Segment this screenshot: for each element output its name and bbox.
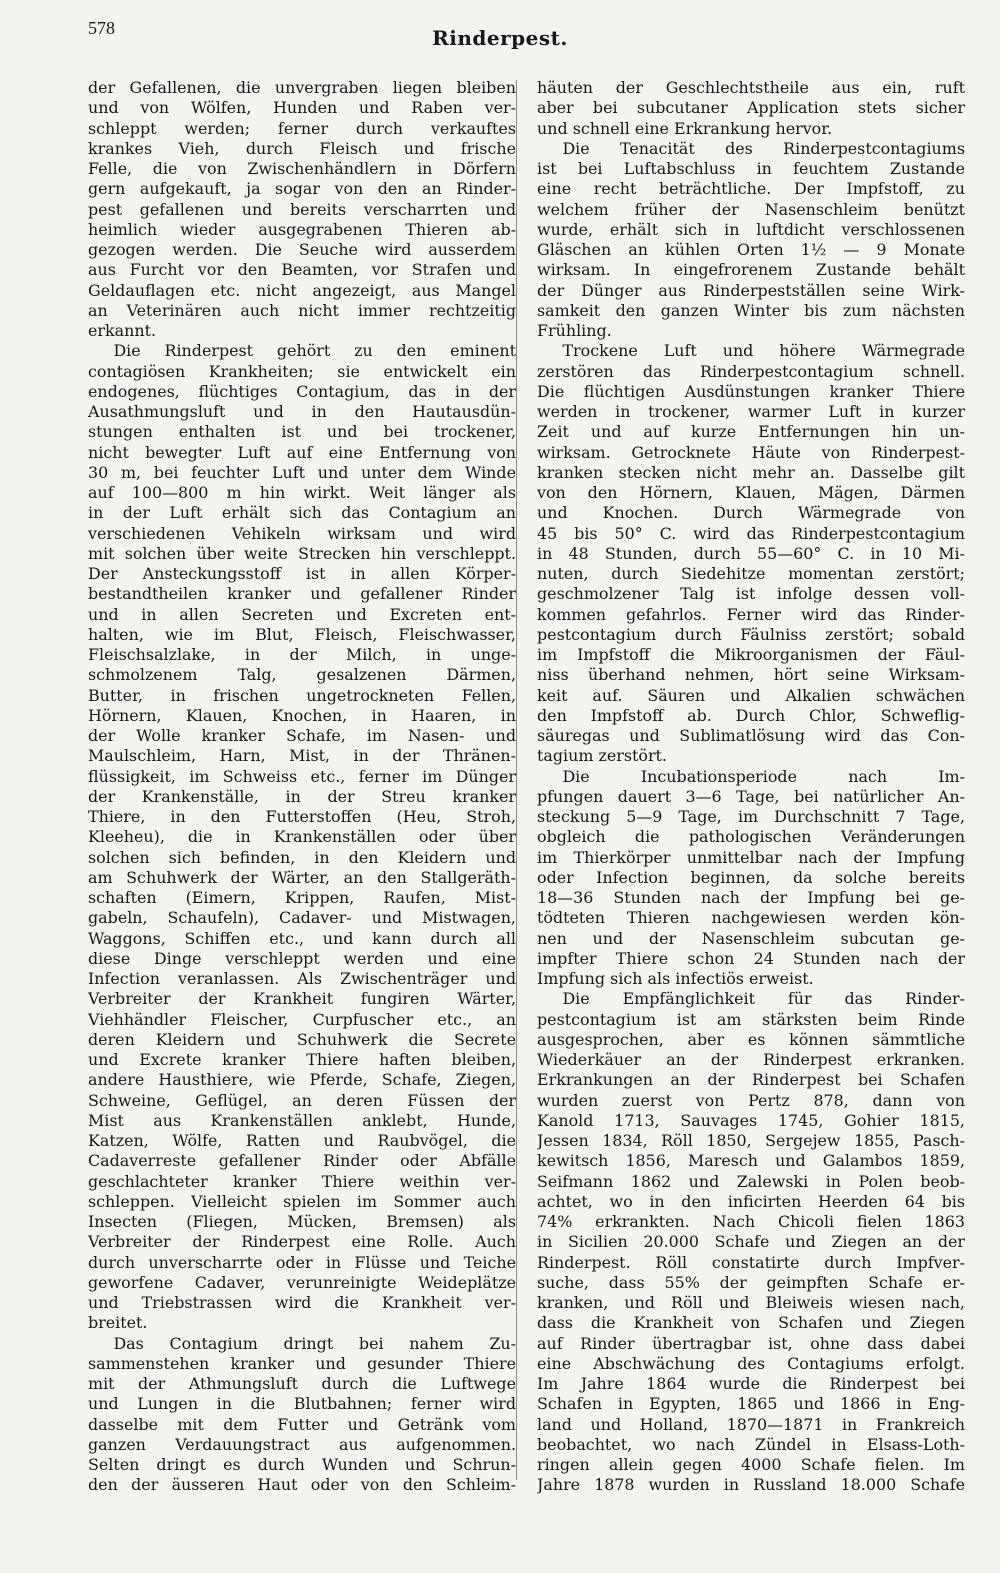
text-line: ist bei Luftabschluss in feuchtem Zustande	[537, 159, 965, 178]
text-line: Thiere, in den Futterstoffen (Heu, Stroh,	[88, 807, 516, 826]
text-line: Waggons, Schiffen etc., und kann durch all	[88, 928, 516, 948]
text-line: schaften (Eimern, Krippen, Raufen, Mist-	[88, 888, 516, 907]
text-line: in 48 Stunden, durch 55—60° C. in 10 Mi-	[537, 543, 965, 563]
text-line: 74% erkrankten. Nach Chicoli fielen 1863	[537, 1212, 965, 1231]
text-line: Die Incubationsperiode nach Im-	[562, 766, 965, 786]
text-line: wirksam. Getrocknete Häute von Rinderpest-	[537, 442, 965, 462]
text-line: wirksam. In eingefrorenem Zustande behält	[537, 260, 965, 280]
text-line: nen und der Nasenschleim subcutan ge-	[537, 928, 965, 948]
text-line: land und Holland, 1870—1871 in Frankreich	[537, 1414, 965, 1434]
running-head-title: Rinderpest.	[432, 26, 568, 50]
text-line: durch unverscharrte oder in Flüsse und Teiche	[88, 1252, 516, 1272]
text-line: Insecten (Fliegen, Mücken, Bremsen) als	[88, 1212, 516, 1231]
text-line: und in allen Secreten und Excreten ent-	[88, 604, 516, 624]
text-line: welchem früher der Nasenschleim benützt	[537, 199, 965, 219]
text-line: der Gefallenen, die unvergraben liegen bleiben	[88, 78, 516, 97]
text-line: 30 m, bei feuchter Luft und unter dem Winde	[88, 462, 516, 482]
text-line: und schnell eine Erkrankung hervor.	[537, 118, 833, 138]
text-line: Hörnern, Klauen, Knochen, in Haaren, in	[88, 705, 516, 725]
text-line: verschiedenen Vehikeln wirksam und wird	[88, 523, 516, 543]
text-line: eine recht beträchtliche. Der Impfstoff, zu	[537, 179, 965, 199]
text-line: Das Contagium dringt bei nahem Zu-	[113, 1333, 516, 1353]
text-line: geworfene Cadaver, verunreinigte Weideplätze	[88, 1272, 516, 1292]
text-line: mit der Athmungsluft durch die Luftwege	[88, 1374, 516, 1393]
text-line: 45 bis 50° C. wird das Rinderpestcontagium	[537, 523, 965, 543]
text-line: der Dünger aus Rinderpestställen seine Wirk-	[537, 280, 965, 300]
text-line: Rinderpest. Röll constatirte durch Impfver-	[537, 1252, 965, 1272]
text-line: nuten, durch Siedehitze momentan zerstört;	[537, 564, 965, 583]
text-line: Selten dringt es durch Wunden und Schrun-	[88, 1455, 516, 1474]
text-line: andere Hausthiere, wie Pferde, Schafe, Ziegen,	[88, 1070, 516, 1090]
text-line: keit auf. Säuren und Alkalien schwächen	[537, 685, 965, 705]
text-line: Die Rinderpest gehört zu den eminent	[113, 341, 516, 361]
text-line: säuregas und Sublimatlösung wird das Con-	[537, 726, 965, 745]
text-line: schmolzenem Talg, gesalzenen Därmen,	[88, 665, 516, 685]
text-line: Katzen, Wölfe, Ratten und Raubvögel, die	[88, 1131, 516, 1150]
text-line: Im Jahre 1864 wurde die Rinderpest bei	[537, 1374, 965, 1393]
text-line: an Veterinären auch nicht immer rechtzeitig	[88, 300, 516, 320]
text-line: halten, wie im Blut, Fleisch, Fleischwasser,	[88, 624, 516, 644]
text-line: auf Rinder übertragbar ist, ohne dass dabei	[537, 1333, 965, 1353]
text-line: kewitsch 1856, Maresch und Galambos 1859,	[537, 1151, 965, 1171]
text-line: geschlachteter kranker Thiere weithin ver-	[88, 1171, 516, 1191]
text-line: Die Empfänglichkeit für das Rinder-	[562, 989, 965, 1009]
text-line: kranken, und Röll und Bleiweis wiesen nach,	[537, 1293, 965, 1312]
text-line: Infection veranlassen. Als Zwischenträger und	[88, 969, 516, 988]
text-line: in der Luft erhält sich das Contagium an	[88, 503, 516, 523]
text-line: steckung 5—9 Tage, im Durchschnitt 7 Tage,	[537, 807, 965, 826]
text-line: Seifmann 1862 und Zalewski in Polen beob-	[537, 1171, 965, 1191]
text-line: deren Kleidern und Schuhwerk die Secrete	[88, 1029, 516, 1049]
text-line: tödteten Thieren nachgewiesen werden kön-	[537, 908, 965, 928]
text-line: Kanold 1713, Sauvages 1745, Gohier 1815,	[537, 1110, 965, 1130]
text-line: Wiederkäuer an der Rinderpest erkranken.	[537, 1050, 965, 1069]
text-line: Frühling.	[537, 321, 612, 340]
text-line: krankes Vieh, durch Fleisch und frische	[88, 138, 516, 158]
text-line: Cadaverreste gefallener Rinder oder Abfälle	[88, 1151, 516, 1171]
text-line: werden in trockener, warmer Luft in kurzer	[537, 402, 965, 421]
text-line: und Excrete kranker Thiere haften bleiben,	[88, 1050, 516, 1069]
text-line: Geldauflagen etc. nicht angezeigt, aus Mangel	[88, 280, 516, 300]
text-line: von den Hörnern, Klauen, Mägen, Därmen	[537, 483, 965, 502]
text-line: Die Tenacität des Rinderpestcontagiums	[562, 138, 965, 158]
text-line: ausgesprochen, aber es können sämmtliche	[537, 1029, 965, 1049]
text-line: dasselbe mit dem Futter und Getränk vom	[88, 1414, 516, 1434]
text-line: Verbreiter der Krankheit fungiren Wärter,	[88, 989, 516, 1009]
text-line: sammenstehen kranker und gesunder Thiere	[88, 1353, 516, 1373]
text-line: Gläschen an kühlen Orten 1½ — 9 Monate	[537, 240, 965, 259]
text-line: Trockene Luft und höhere Wärmegrade	[562, 341, 965, 361]
text-line: und Knochen. Durch Wärmegrade von	[537, 503, 965, 523]
text-line: der Wolle kranker Schafe, im Nasen- und	[88, 726, 516, 745]
text-line: diese Dinge verschleppt werden und eine	[88, 948, 516, 968]
text-line: gabeln, Schaufeln), Cadaver- und Mistwagen,	[88, 908, 516, 928]
text-line: und Lungen in die Blutbahnen; ferner wird	[88, 1394, 516, 1414]
text-line: suche, dass 55% der geimpften Schafe er-	[537, 1272, 965, 1292]
text-line: im Thierkörper unmittelbar nach der Impfung	[537, 847, 965, 867]
text-line: Maulschleim, Harn, Mist, in der Thränen-	[88, 746, 516, 766]
text-line: Die flüchtigen Ausdünstungen kranker Thiere	[537, 381, 965, 401]
column-divider	[516, 80, 517, 1480]
text-line: den der äusseren Haut oder von den Schleim-	[88, 1475, 516, 1495]
text-line: zerstören das Rinderpestcontagium schnell.	[537, 361, 965, 381]
text-line: Verbreiter der Rinderpest eine Rolle. Auch	[88, 1232, 516, 1252]
text-line: ringen allein gegen 4000 Schafe fielen. Im	[537, 1455, 965, 1474]
text-line: mit solchen über weite Strecken hin verschleppt.	[88, 543, 516, 563]
text-line: in Sicilien 20.000 Schafe und Ziegen an der	[537, 1232, 965, 1252]
text-line: wurde, erhält sich in luftdicht verschlossenen	[537, 219, 965, 239]
text-line: der Krankenställe, in der Streu kranker	[88, 786, 516, 806]
right-column	[537, 78, 965, 1496]
text-line: Jahre 1878 wurden in Russland 18.000 Schafe	[537, 1475, 965, 1495]
text-line: pestcontagium durch Fäulniss zerstört; sobald	[537, 624, 965, 644]
page-number: 578	[88, 18, 115, 38]
text-line: schleppt werden; ferner durch verkauftes	[88, 118, 516, 138]
text-line: stungen enthalten ist und bei trockener,	[88, 422, 516, 442]
text-line: Felle, die von Zwischenhändlern in Dörfern	[88, 159, 516, 178]
text-line: obgleich die pathologischen Veränderungen	[537, 827, 965, 847]
text-line: solchen sich befinden, in den Kleidern und	[88, 847, 516, 867]
text-line: Schweine, Geflügel, an deren Füssen der	[88, 1090, 516, 1110]
text-line: aber bei subcutaner Application stets sicher	[537, 98, 965, 118]
text-line: 18—36 Stunden nach der Impfung bei ge-	[537, 888, 965, 907]
text-line: Mist aus Krankenställen anklebt, Hunde,	[88, 1110, 516, 1130]
text-line: bestandtheilen kranker und gefallener Rinder	[88, 584, 516, 604]
text-line: eine Abschwächung des Contagiums erfolgt.	[537, 1353, 965, 1373]
text-line: gern aufgekauft, ja sogar von den an Rinder-	[88, 179, 516, 199]
text-line: nicht bewegter Luft auf eine Entfernung von	[88, 442, 516, 462]
text-line: kommen gefahrlos. Ferner wird das Rinder-	[537, 604, 965, 624]
text-line: impfter Thiere schon 24 Stunden nach der	[537, 948, 965, 968]
text-line: Schafen in Egypten, 1865 und 1866 in Eng-	[537, 1394, 965, 1414]
text-line: Jessen 1834, Röll 1850, Sergejew 1855, Pasch-	[537, 1131, 965, 1150]
text-line: erkannt.	[88, 321, 157, 340]
text-line: wurden zuerst von Pertz 878, dann von	[537, 1090, 965, 1110]
text-line: Zeit und auf kurze Entfernungen hin un-	[537, 422, 965, 442]
text-line: tagium zerstört.	[537, 746, 667, 766]
text-line: kranken stecken nicht mehr an. Dasselbe gilt	[537, 462, 965, 482]
text-line: geschmolzener Talg ist infolge dessen voll-	[537, 584, 965, 604]
text-line: Der Ansteckungsstoff ist in allen Körper-	[88, 564, 516, 583]
text-line: und von Wölfen, Hunden und Raben ver-	[88, 98, 516, 118]
text-line: Erkrankungen an der Rinderpest bei Schafen	[537, 1070, 965, 1090]
text-line: gezogen werden. Die Seuche wird ausserdem	[88, 240, 516, 259]
text-line: im Impfstoff die Mikroorganismen der Fäul-	[537, 645, 965, 664]
text-line: aus Furcht vor den Beamten, vor Strafen und	[88, 260, 516, 280]
text-line: dass die Krankheit von Schafen und Ziegen	[537, 1313, 965, 1333]
text-line: pestcontagium ist am stärksten beim Rinde	[537, 1009, 965, 1029]
text-line: achtet, wo in den inficirten Heerden 64 bis	[537, 1191, 965, 1211]
text-line: den Impfstoff ab. Durch Chlor, Schweflig-	[537, 705, 965, 725]
text-line: pest gefallenen und bereits verscharrten und	[88, 199, 516, 219]
text-line: Kleeheu), die in Krankenställen oder über	[88, 827, 516, 847]
left-column	[88, 78, 516, 1496]
text-line: und Triebstrassen wird die Krankheit ver-	[88, 1293, 516, 1312]
text-line: am Schuhwerk der Wärter, an den Stallgeräth-	[88, 867, 516, 887]
text-line: schleppen. Vielleicht spielen im Sommer auch	[88, 1191, 516, 1211]
text-line: Ausathmungsluft und in den Hautausdün-	[88, 402, 516, 421]
text-line: samkeit den ganzen Winter bis zum nächsten	[537, 300, 965, 320]
text-line: oder Infection beginnen, da solche bereits	[537, 867, 965, 887]
text-line: niss überhand nehmen, hört seine Wirksam-	[537, 665, 965, 685]
text-line: flüssigkeit, im Schweiss etc., ferner im Dünger	[88, 766, 516, 786]
text-line: Fleischsalzlake, in der Milch, in unge-	[88, 645, 516, 664]
text-line: häuten der Geschlechtstheile aus ein, ruft	[537, 78, 965, 97]
text-line: heimlich wieder ausgegrabenen Thieren ab-	[88, 219, 516, 239]
text-line: beobachtet, wo nach Zündel in Elsass-Loth-	[537, 1434, 965, 1454]
text-line: ganzen Verdauungstract aus aufgenommen.	[88, 1434, 516, 1454]
text-line: breitet.	[88, 1313, 148, 1333]
text-line: pfungen dauert 3—6 Tage, bei natürlicher An-	[537, 786, 965, 806]
text-line: Viehhändler Fleischer, Curpfuscher etc., an	[88, 1009, 516, 1029]
text-line: auf 100—800 m hin wirkt. Weit länger als	[88, 483, 516, 502]
text-line: contagiösen Krankheiten; sie entwickelt ein	[88, 361, 516, 381]
text-line: endogenes, flüchtiges Contagium, das in der	[88, 381, 516, 401]
text-line: Impfung sich als infectiös erweist.	[537, 969, 814, 988]
text-line: Butter, in frischen ungetrockneten Fellen,	[88, 685, 516, 705]
